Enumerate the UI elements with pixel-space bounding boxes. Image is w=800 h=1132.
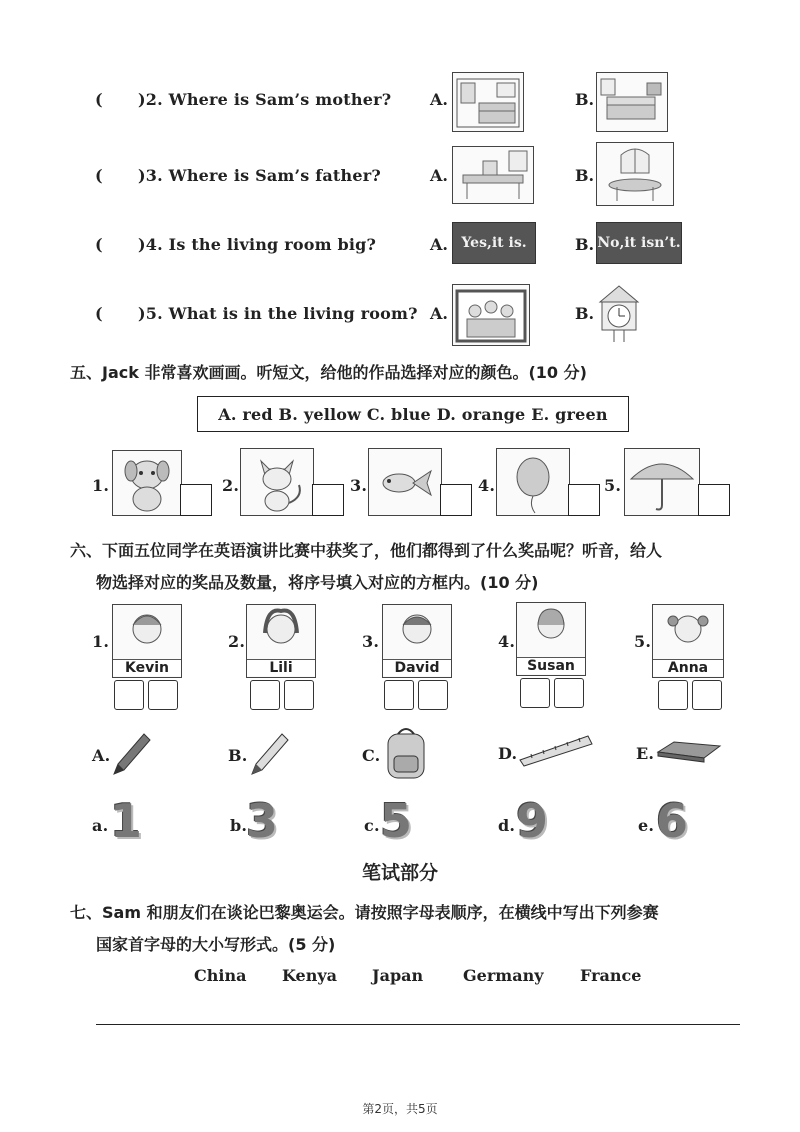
- family-photo-picture[interactable]: [452, 284, 530, 346]
- prize-label: D.: [498, 744, 518, 763]
- fish-picture: [368, 448, 442, 516]
- country-germany: Germany: [463, 966, 544, 985]
- kid-card-anna: [652, 604, 724, 678]
- color-answer-box[interactable]: [180, 484, 212, 516]
- written-section-heading: 笔试部分: [361, 862, 438, 884]
- prize-label: C.: [362, 746, 381, 765]
- option-a-label: A.: [430, 235, 448, 254]
- country-japan: Japan: [372, 966, 424, 985]
- quantity-answer-box[interactable]: [148, 680, 178, 710]
- question-q3: )3. Where is Sam’s father?: [138, 166, 381, 185]
- digit-six: 6: [656, 794, 689, 848]
- kid-card-david: [382, 604, 452, 678]
- answer-paren-q3[interactable]: (: [95, 166, 103, 185]
- part6-title-line2: 物选择对应的奖品及数量，将序号填入对应的方框内。(10 分): [96, 573, 539, 592]
- umbrella-picture: [624, 448, 700, 516]
- kid-number: 2.: [228, 632, 246, 651]
- book-icon: [654, 738, 724, 768]
- kid-number: 5.: [634, 632, 652, 651]
- part7-title-line1: 七、Sam 和朋友们在谈论巴黎奥运会。请按照字母表顺序，在横线中写出下列参赛: [70, 903, 659, 922]
- living-room-picture[interactable]: [596, 72, 668, 132]
- quantity-label: c.: [364, 816, 380, 835]
- kid-name: Anna: [653, 659, 723, 676]
- part5-title: 五、Jack 非常喜欢画画。听短文，给他的作品选择对应的颜色。(10 分): [70, 363, 587, 382]
- dining-room-picture[interactable]: [596, 142, 674, 206]
- prize-answer-box[interactable]: [520, 678, 550, 708]
- dog-picture: [112, 450, 182, 516]
- country-kenya: Kenya: [282, 966, 338, 985]
- kid-card-lili: [246, 604, 316, 678]
- kid-number: 1.: [92, 632, 110, 651]
- answer-no-card[interactable]: No,it isn’t.: [596, 222, 682, 264]
- balloon-picture: [496, 448, 570, 516]
- country-china: China: [194, 966, 247, 985]
- study-room-picture[interactable]: [452, 146, 534, 204]
- quantity-label: e.: [638, 816, 655, 835]
- kid-name: David: [383, 659, 451, 676]
- option-a-label: A.: [430, 304, 448, 323]
- kid-card-susan: [516, 602, 586, 676]
- prize-answer-box[interactable]: [384, 680, 414, 710]
- kid-name: Susan: [517, 657, 585, 674]
- kid-name: Lili: [247, 659, 315, 676]
- kid-card-kevin: [112, 604, 182, 678]
- prize-answer-box[interactable]: [250, 680, 280, 710]
- answer-paren-q5[interactable]: (: [95, 304, 103, 323]
- color-answer-box[interactable]: [440, 484, 472, 516]
- pencil-icon: [246, 728, 290, 782]
- option-a-label: A.: [430, 166, 448, 185]
- answer-paren-q2[interactable]: (: [95, 90, 103, 109]
- item-number: 4.: [478, 476, 496, 495]
- cat-picture: [240, 448, 314, 516]
- item-number: 2.: [222, 476, 240, 495]
- pen-icon: [108, 728, 152, 782]
- option-b-label: B.: [575, 166, 595, 185]
- item-number: 5.: [604, 476, 622, 495]
- prize-answer-box[interactable]: [658, 680, 688, 710]
- quantity-label: b.: [230, 816, 248, 835]
- prize-label: A.: [92, 746, 111, 765]
- page-footer: 第2页，共5页: [362, 1102, 438, 1116]
- digit-five: 5: [380, 794, 413, 848]
- item-number: 1.: [92, 476, 110, 495]
- question-q4: )4. Is the living room big?: [138, 235, 377, 254]
- quantity-label: d.: [498, 816, 516, 835]
- color-options-box: [197, 396, 629, 432]
- option-a-label: A.: [430, 90, 448, 109]
- writing-line[interactable]: [96, 1024, 740, 1025]
- question-q5: )5. What is in the living room?: [138, 304, 418, 323]
- kid-number: 4.: [498, 632, 516, 651]
- option-b-label: B.: [575, 235, 595, 254]
- option-b-label: B.: [575, 90, 595, 109]
- prize-label: E.: [636, 744, 655, 763]
- ruler-icon: [518, 732, 594, 772]
- prize-answer-box[interactable]: [114, 680, 144, 710]
- color-answer-box[interactable]: [312, 484, 344, 516]
- digit-three: 3: [246, 794, 279, 848]
- quantity-label: a.: [92, 816, 109, 835]
- cuckoo-clock-picture[interactable]: [596, 282, 642, 346]
- answer-paren-q4[interactable]: (: [95, 235, 103, 254]
- kid-number: 3.: [362, 632, 380, 651]
- quantity-answer-box[interactable]: [418, 680, 448, 710]
- prize-label: B.: [228, 746, 248, 765]
- country-france: France: [580, 966, 642, 985]
- digit-one: 1: [110, 794, 143, 848]
- quantity-answer-box[interactable]: [692, 680, 722, 710]
- backpack-icon: [380, 724, 432, 788]
- kitchen-picture[interactable]: [452, 72, 524, 132]
- digit-nine: 9: [516, 794, 549, 848]
- kid-name: Kevin: [113, 659, 181, 676]
- part7-title-line2: 国家首字母的大小写形式。(5 分): [96, 935, 336, 954]
- color-options-text: A. red B. yellow C. blue D. orange E. green: [218, 404, 608, 424]
- quantity-answer-box[interactable]: [284, 680, 314, 710]
- color-answer-box[interactable]: [698, 484, 730, 516]
- color-answer-box[interactable]: [568, 484, 600, 516]
- item-number: 3.: [350, 476, 368, 495]
- question-q2: )2. Where is Sam’s mother?: [138, 90, 392, 109]
- part6-title-line1: 六、下面五位同学在英语演讲比赛中获奖了，他们都得到了什么奖品呢？听音，给人: [70, 541, 663, 560]
- answer-yes-card[interactable]: Yes,it is.: [452, 222, 536, 264]
- quantity-answer-box[interactable]: [554, 678, 584, 708]
- option-b-label: B.: [575, 304, 595, 323]
